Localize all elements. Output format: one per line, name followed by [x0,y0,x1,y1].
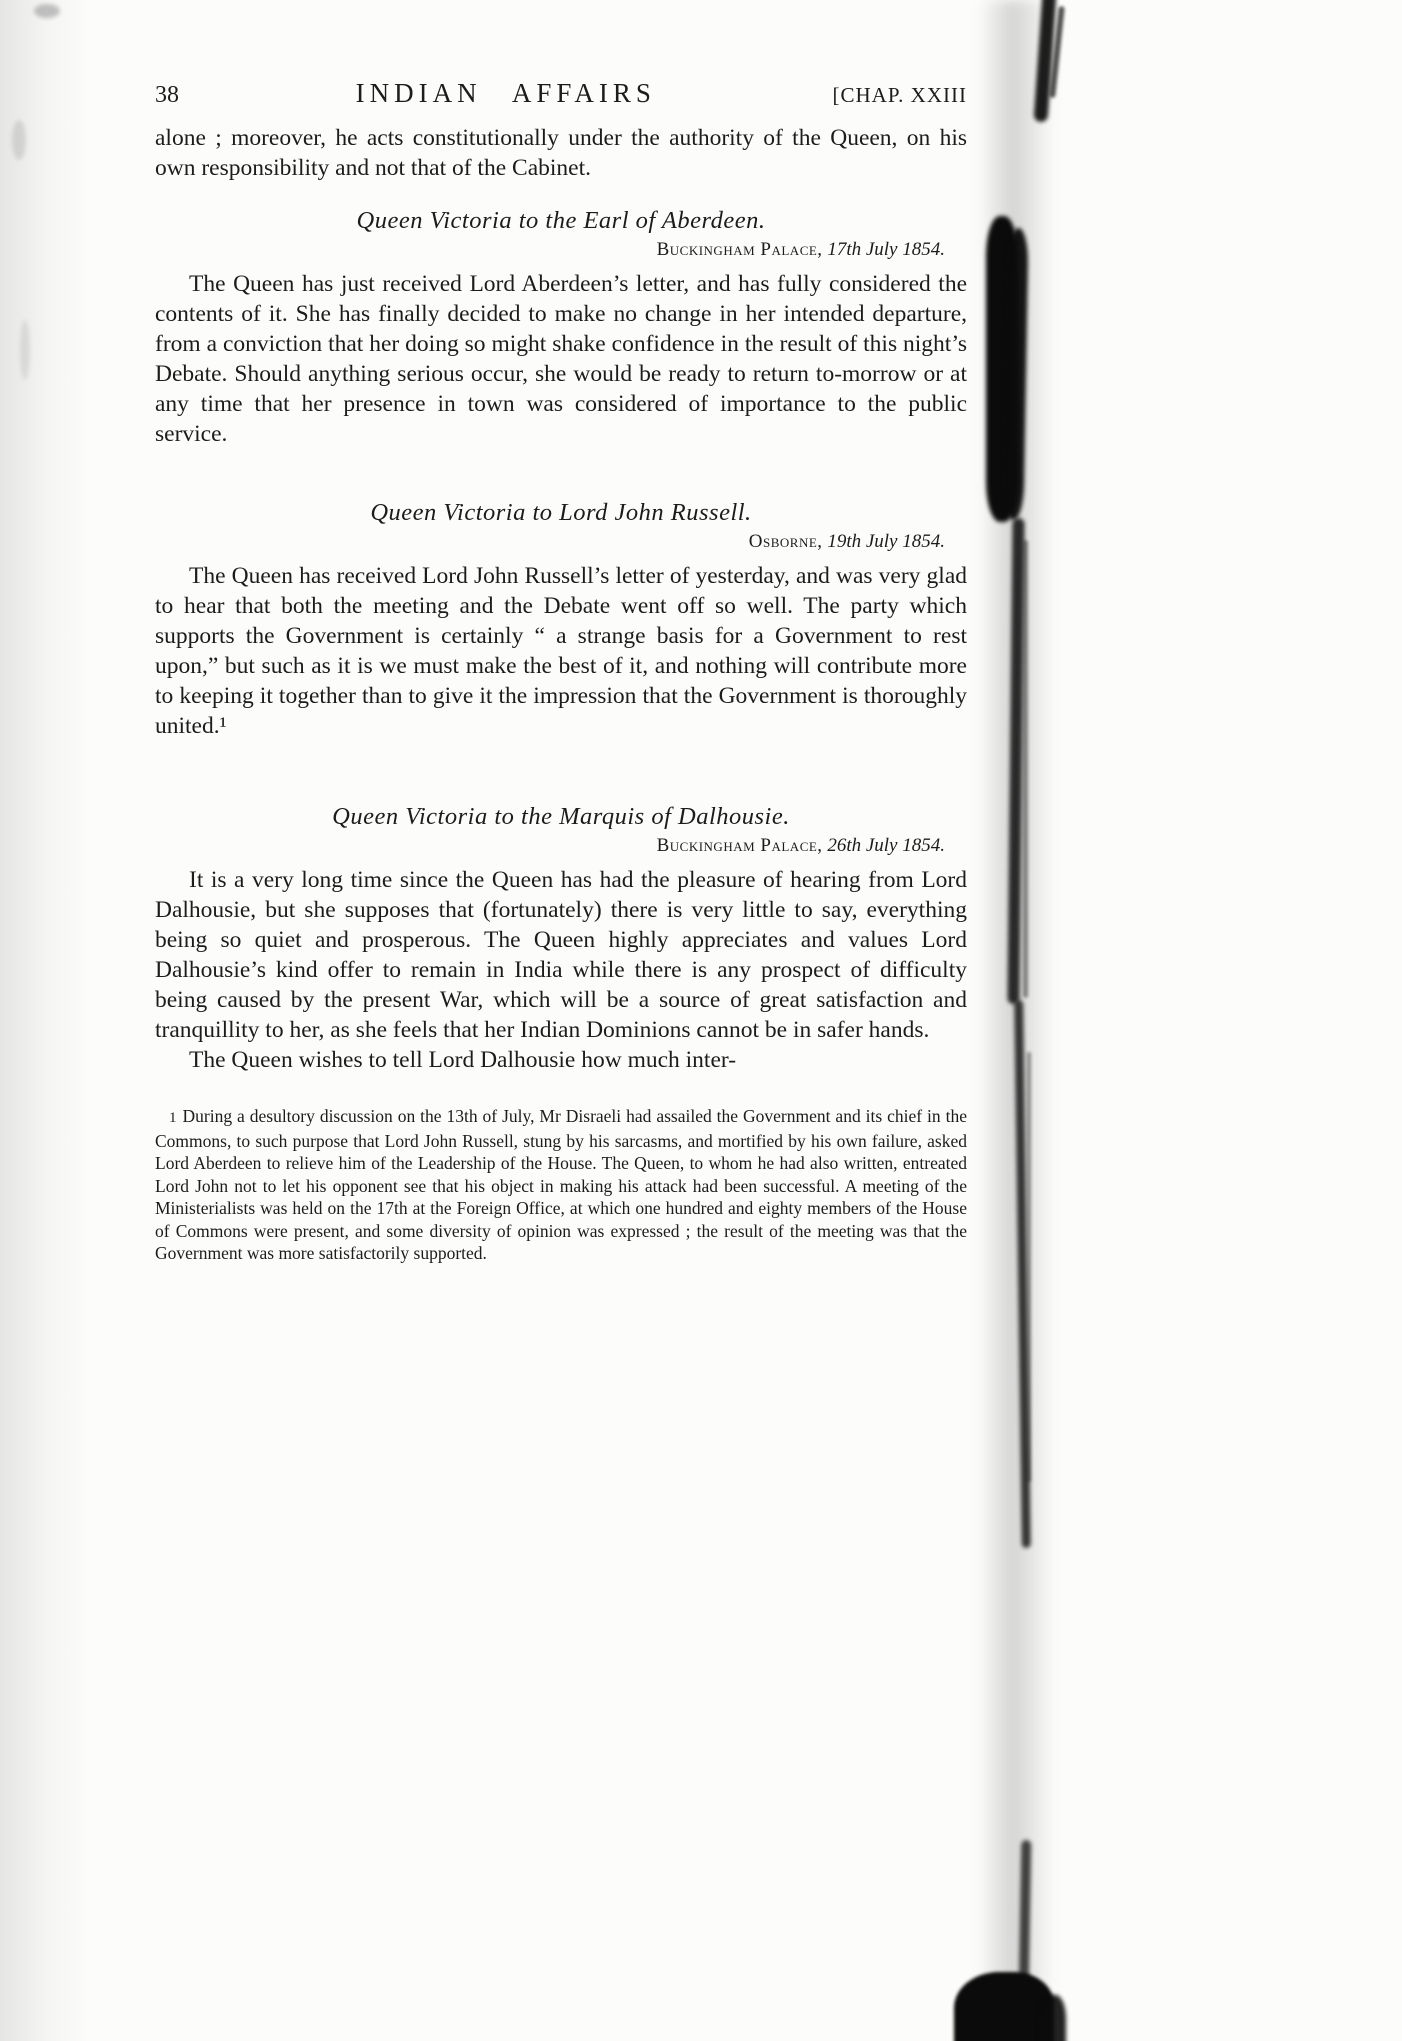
binding-shadow-mark [1014,1000,1031,1548]
letter-heading: Queen Victoria to the Marquis of Dalhousie. [332,803,790,830]
page-number: 38 [155,82,179,108]
chapter-label: [CHAP. XXIII [832,83,967,107]
dateline-place: Osborne, [748,531,823,552]
dateline-date: 17th July 1854. [822,239,945,260]
letter-dateline [155,239,967,261]
binding-soft-shade [978,0,1056,2041]
dateline-date: 26th July 1854. [822,835,945,856]
binding-shadow-mark [1049,6,1065,98]
scan-speck [12,120,26,160]
page-edge-shading [0,0,90,2041]
footnote-marker: 1 [169,1110,177,1126]
letter-russell [155,499,967,741]
footnote-text: During a desultory discussion on the 13th of July, Mr Disraeli had assailed the Government and its chief in the Commons, to such purpose that Lord John Russell, stung by his sarcasms, and mortified by his own failure, asked Lord Aberdeen to relieve him of the Leadership of the House. The Queen, to whom he had also written, entreated Lord John not to let his opponent see that his object in making his attack had been successful. A meeting of the Ministerialists was held on the 17th at the Foreign Office, at which one hundred and eighty members of the House of Commons were present, and some diversity of opinion was expressed ; the result of the meeting was that the Government was more satisfactorily supported. [155,1106,967,1263]
binding-shadow-mark [1007,518,1024,1004]
binding-shadow-mark [1023,540,1028,998]
page-header [155,78,967,109]
letter-paragraph: The Queen wishes to tell Lord Dalhousie how much inter- [189,1047,737,1073]
letter-dateline [155,531,967,553]
letter-paragraph: The Queen has just received Lord Aberdeen’s letter, and has fully considered the contents of it. She has finally decided to make no change in her intended departure, from a conviction that her doing so might shake confidence in the result of this night’s Debate. Should anything serious occur, she would be ready to return to-morrow or at any time that her presence in town was considered of importance to the public service. [155,271,967,447]
scan-speck [34,4,60,18]
letter-dateline [155,835,967,857]
letter-paragraph: It is a very long time since the Queen has had the pleasure of hearing from Lord Dalhousie, but she supposes that (fortunately) there is very little to say, everything being so quiet and prosperous. The Queen highly appreciates and values Lord Dalhousie’s kind offer to remain in India while there is any prospect of difficulty being caused by the present War, which will be a source of great satisfaction and tranquillity to her, as she feels that her Indian Dominions cannot be in safer hands. [155,867,967,1043]
dateline-place: Buckingham Palace, [656,239,823,260]
footnote [155,1105,967,1265]
binding-shadow-mark [1040,1995,1066,2041]
letter-aberdeen [155,207,967,449]
letter-dalhousie [155,803,967,1075]
binding-shadow [960,0,1120,2041]
letter-heading: Queen Victoria to Lord John Russell. [370,499,752,526]
binding-shadow-mark [954,1972,1054,2041]
running-title: INDIAN AFFAIRS [355,78,656,108]
binding-shadow-mark [986,216,1018,522]
continuation-paragraph: alone ; moreover, he acts constitutionally under the authority of the Queen, on his own responsibility and not that of the Cabinet. [155,125,967,181]
dateline-date: 19th July 1854. [822,531,945,552]
letter-paragraph: The Queen has received Lord John Russell’s letter of yesterday, and was very glad to hear that both the meeting and the Debate went off so well. The party which supports the Government is certainly “ a strange basis for a Government to rest upon,” but such as it is we must make the best of it, and nothing will contribute more to keeping it together than to give it the impression that the Government is thoroughly united.¹ [155,563,967,739]
page-content [155,78,967,1265]
binding-shadow-mark [1019,1840,1032,1990]
dateline-place: Buckingham Palace, [656,835,823,856]
scan-speck [20,320,30,380]
binding-shadow-mark [1003,228,1028,520]
letter-heading: Queen Victoria to the Earl of Aberdeen. [356,207,766,234]
binding-shadow-mark [1027,1052,1031,1482]
binding-shadow-mark [1033,0,1056,122]
